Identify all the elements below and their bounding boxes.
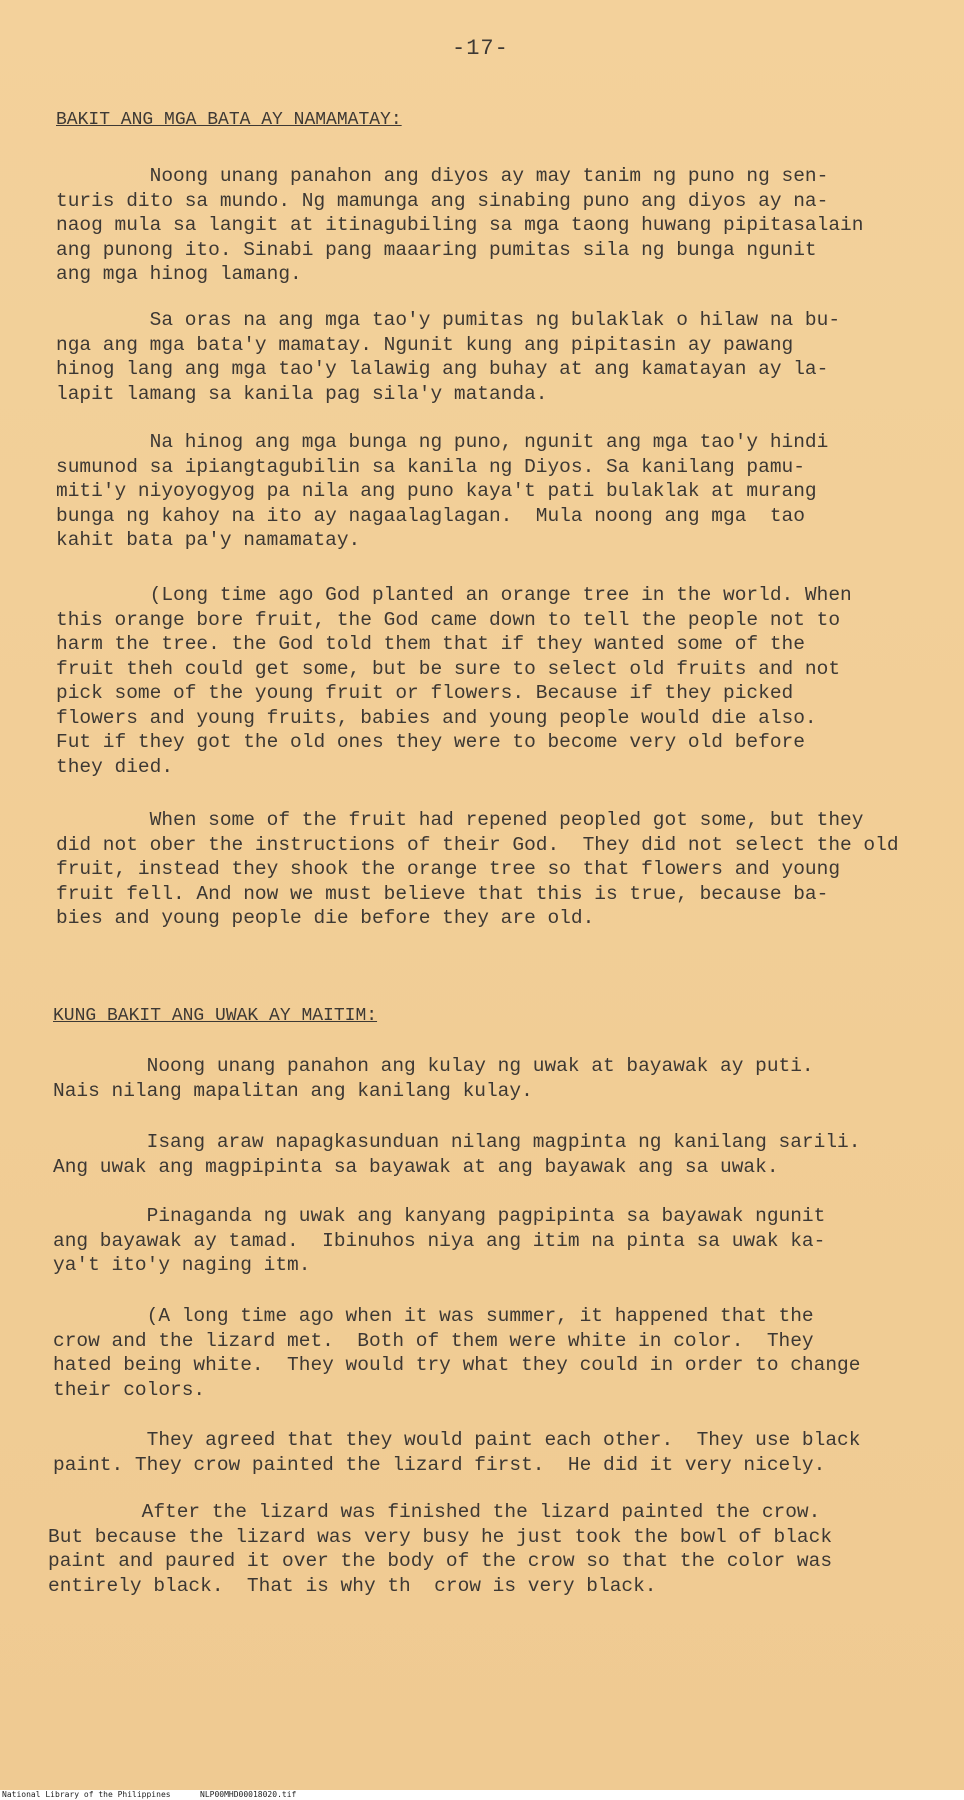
section1-paragraph-3: Na hinog ang mga bunga ng puno, ngunit ang mga tao'y hindi sumunod sa ipiangtagubilin sa kanila ng Diyos. Sa kanilang pamu- miti'y niyoyogyog pa nila ang puno kaya't pati bulaklak at murang bunga ng kahoy na ito ay nagaalaglagan. Mula noong ang mga tao kahit bata pa'y namamatay. (56, 431, 829, 551)
section2-paragraph-6: After the lizard was finished the lizard painted the crow. But because the lizard was very busy he just took the bowl of black paint and paured it over the body of the crow so that the color was entirely black. That is why th crow is very black. (48, 1501, 833, 1597)
section1-paragraph-2: Sa oras na ang mga tao'y pumitas ng bulaklak o hilaw na bu- nga ang mga bata'y mamatay. Ngunit kung ang pipitasin ay pawang hinog lang ang mga tao'y lalawig ang buhay at ang kamatayan ay la- lapit lamang sa kanila pag sila'y matanda. (56, 309, 841, 405)
footer-filename: NLP00MHD00018020.tif (200, 1790, 297, 1799)
section2-paragraph-2: Isang araw napagkasunduan nilang magpinta ng kanilang sarili. Ang uwak ang magpipinta sa bayawak at ang bayawak ang sa uwak. (53, 1131, 861, 1178)
page-number: -17- (452, 36, 509, 61)
section1-paragraph-4: (Long time ago God planted an orange tree in the world. When this orange bore fruit, the God came down to tell the people not to harm the tree. the God told them that if they wanted some of the fruit theh could get some, but be sure to select old fruits and not pick some of the young fruit or flowers. Because if they picked flowers and young fruits, babies and young people would die also. Fut if they got the old ones they were to become very old before they died. (56, 584, 852, 778)
archive-footer (0, 1790, 964, 1800)
section2-paragraph-1: Noong unang panahon ang kulay ng uwak at bayawak ay puti. Nais nilang mapalitan ang kanilang kulay. (53, 1055, 814, 1102)
section-heading-1: BAKIT ANG MGA BATA AY NAMAMATAY: (56, 110, 402, 130)
section2-paragraph-4: (A long time ago when it was summer, it happened that the crow and the lizard met. Both of them were white in color. They hated being white. They would try what they could in order to change their colors. (53, 1305, 861, 1401)
section2-paragraph-3: Pinaganda ng uwak ang kanyang pagpipinta sa bayawak ngunit ang bayawak ay tamad. Ibinuhos niya ang itim na pinta sa uwak ka- ya't ito'y naging itm. (53, 1205, 826, 1276)
section-heading-2: KUNG BAKIT ANG UWAK AY MAITIM: (53, 1006, 378, 1026)
section1-paragraph-1: Noong unang panahon ang diyos ay may tanim ng puno ng sen- turis dito sa mundo. Ng mamunga ang sinabing puno ang diyos ay na- naog mula sa langit at itinagubiling sa mga taong huwang pipitasalain ang punong ito. Sinabi pang maaaring pumitas sila ng bunga ngunit ang mga hinog lamang. (56, 165, 864, 285)
section1-paragraph-5: When some of the fruit had repened peopled got some, but they did not ober the instructions of their God. They did not select the old fruit, instead they shook the orange tree so that flowers and young fruit fell. And now we must believe that this is true, because ba- bies and young people die before they are old. (56, 809, 899, 929)
footer-library: National Library of the Philippines (2, 1790, 171, 1799)
section2-paragraph-5: They agreed that they would paint each other. They use black paint. They crow painted the lizard first. He did it very nicely. (53, 1429, 861, 1476)
